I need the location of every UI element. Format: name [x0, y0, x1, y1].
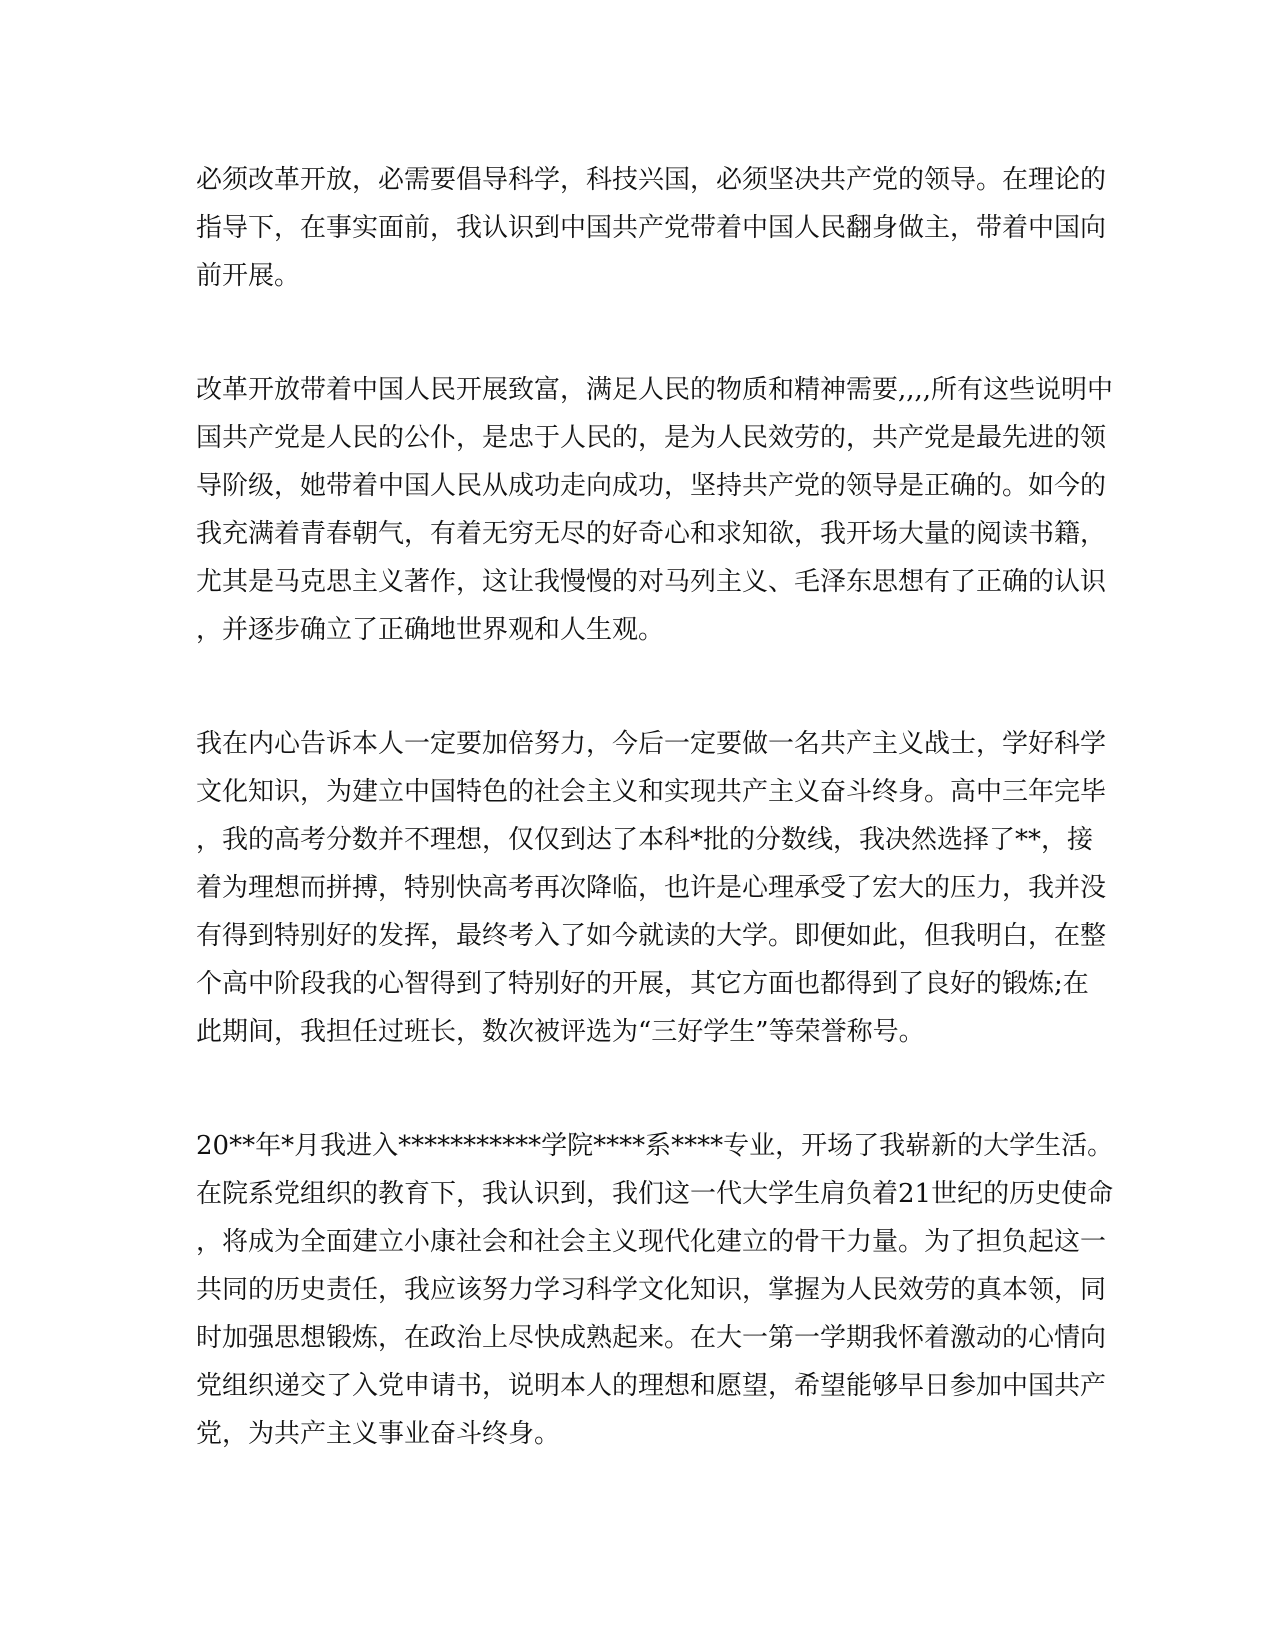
paragraph-line: 有得到特别好的发挥，最终考入了如今就读的大学。即便如此，但我明白，在整	[196, 921, 1107, 951]
paragraph-line: 时加强思想锻炼，在政治上尽快成熟起来。在大一第一学期我怀着激动的心情向	[196, 1323, 1107, 1353]
paragraph-spacer	[196, 300, 1072, 366]
paragraph-line: 导阶级，她带着中国人民从成功走向成功，坚持共产党的领导是正确的。如今的	[196, 471, 1107, 501]
paragraph-line: 我在内心告诉本人一定要加倍努力，今后一定要做一名共产主义战士，学好科学	[196, 729, 1107, 759]
paragraph-line: 在院系党组织的教育下，我认识到，我们这一代大学生肩负着21世纪的历史使命	[196, 1179, 1114, 1209]
paragraph-4	[196, 1122, 1114, 1458]
paragraph-3	[196, 720, 1107, 1056]
paragraph-line: 指导下，在事实面前，我认识到中国共产党带着中国人民翻身做主，带着中国向	[196, 213, 1107, 243]
paragraph-line: 必须改革开放，必需要倡导科学，科技兴国，必须坚决共产党的领导。在理论的	[196, 165, 1107, 195]
paragraph-line: 个高中阶段我的心智得到了特别好的开展，其它方面也都得到了良好的锻炼;在	[196, 969, 1089, 999]
paragraph-2	[196, 366, 1114, 654]
paragraph-line: 共同的历史责任，我应该努力学习科学文化知识，掌握为人民效劳的真本领，同	[196, 1275, 1107, 1305]
paragraph-1	[196, 156, 1107, 300]
paragraph-spacer	[196, 1056, 1072, 1122]
document-body	[196, 156, 1114, 1458]
paragraph-line: ，我的高考分数并不理想，仅仅到达了本科*批的分数线，我决然选择了**，接	[196, 825, 1094, 855]
paragraph-line: 尤其是马克思主义著作，这让我慢慢的对马列主义、毛泽东思想有了正确的认识	[196, 567, 1107, 597]
paragraph-line: ，将成为全面建立小康社会和社会主义现代化建立的骨干力量。为了担负起这一	[196, 1227, 1107, 1257]
paragraph-line: 改革开放带着中国人民开展致富，满足人民的物质和精神需要,,,,所有这些说明中	[196, 375, 1114, 405]
paragraph-spacer	[196, 654, 1072, 720]
paragraph-line: 此期间，我担任过班长，数次被评选为“三好学生”等荣誉称号。	[196, 1017, 925, 1047]
paragraph-line: 党，为共产主义事业奋斗终身。	[196, 1419, 561, 1449]
paragraph-line: ，并逐步确立了正确地世界观和人生观。	[196, 615, 665, 645]
paragraph-line: 前开展。	[196, 261, 301, 291]
paragraph-line: 20**年*月我进入***********学院****系****专业，开场了我崭新的大学生活。	[196, 1131, 1114, 1161]
paragraph-line: 党组织递交了入党申请书，说明本人的理想和愿望，希望能够早日参加中国共产	[196, 1371, 1107, 1401]
paragraph-line: 文化知识，为建立中国特色的社会主义和实现共产主义奋斗终身。高中三年完毕	[196, 777, 1107, 807]
paragraph-line: 我充满着青春朝气，有着无穷无尽的好奇心和求知欲，我开场大量的阅读书籍，	[196, 519, 1107, 549]
paragraph-line: 着为理想而拼搏，特别快高考再次降临，也许是心理承受了宏大的压力，我并没	[196, 873, 1107, 903]
paragraph-line: 国共产党是人民的公仆，是忠于人民的，是为人民效劳的，共产党是最先进的领	[196, 423, 1107, 453]
